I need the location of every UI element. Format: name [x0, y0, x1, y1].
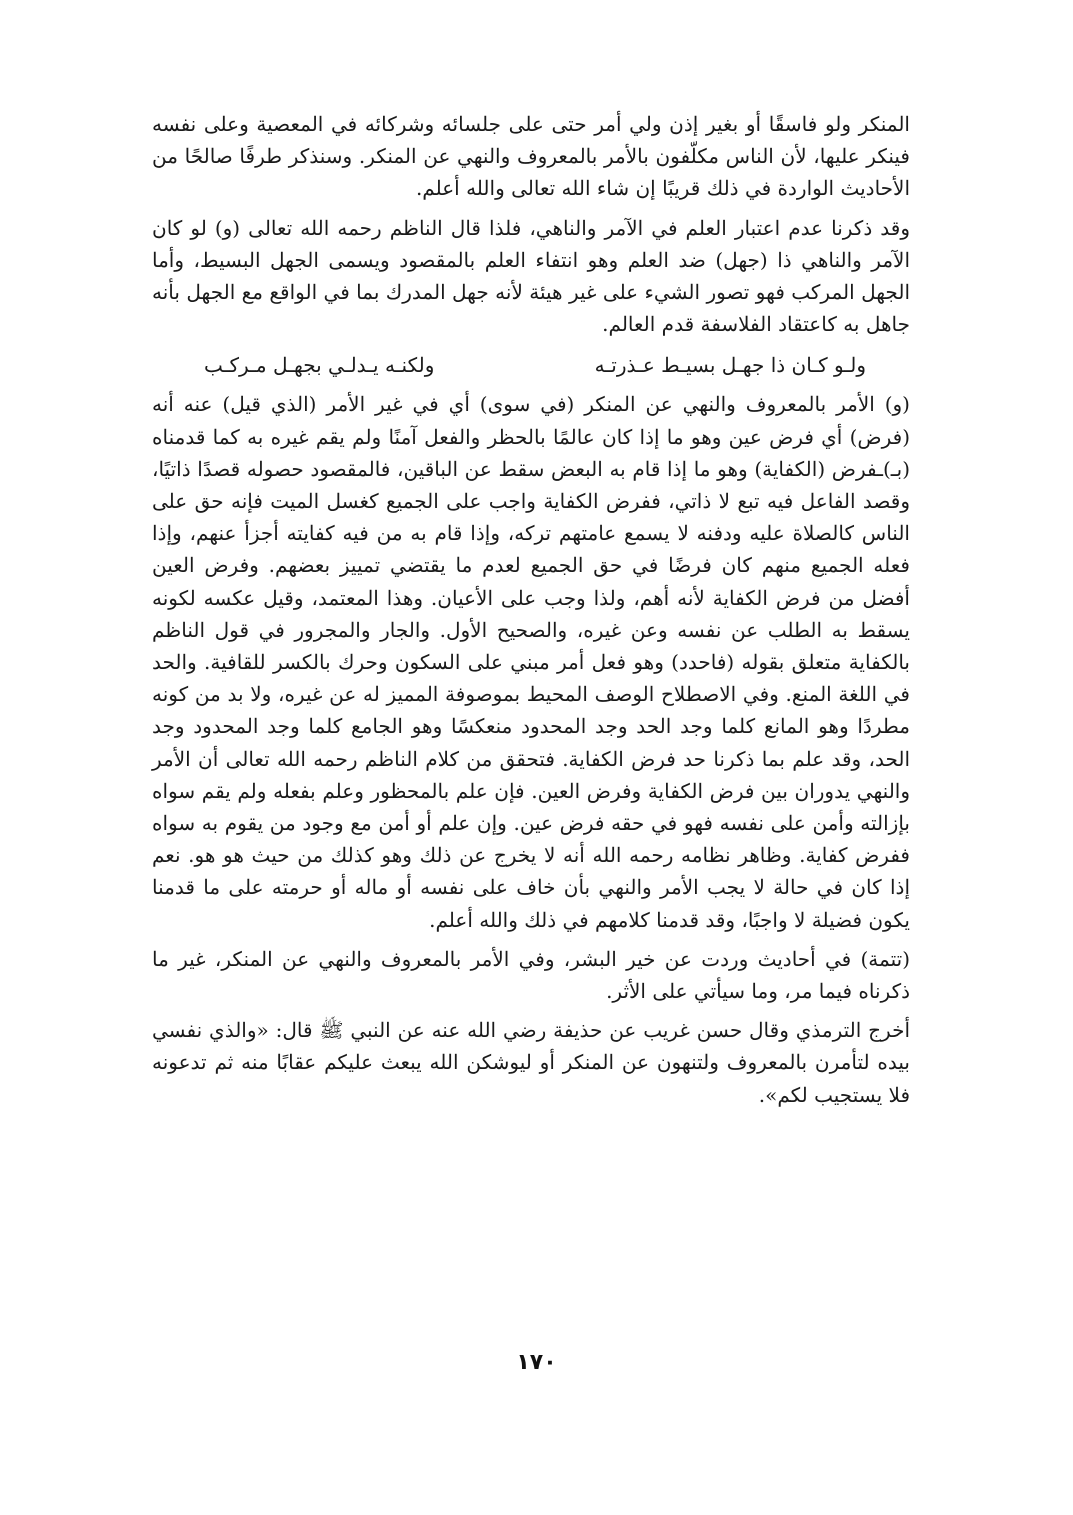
paragraph-supplement: (تتمة) في أحاديث وردت عن خير البشر، وفي الأمر بالمعروف والنهي عن المنكر، غير ما ذكرناه فيما مر، وما سيأتي على الأثر. — [152, 946, 910, 1004]
paragraph: المنكر ولو فاسقًا أو بغير إذن ولي أمر حتى على جلسائه وشركائه في المعصية وعلى نفسه فينكر عليها، لأن الناس مكلّفون بالأمر بالمعروف والنهي عن المنكر. وسنذكر طرفًا صالحًا من الأحاديث الواردة في ذلك قريبًا إن شاء الله تعالى والله أعلم. — [152, 112, 910, 201]
poetry-verse — [204, 348, 866, 382]
paragraph: وقد ذكرنا عدم اعتبار العلم في الآمر والناهي، فلذا قال الناظم رحمه الله تعالى (و) لو كان الآمر والناهي ذا (جهل) ضد العلم وهو انتفاء العلم بالمقصود ويسمى الجهل البسيط، وأما الجهل المركب فهو تصور الشيء على غير هيئة لأنه جهل المدرك بما في الواقع مع الجهل بأنه جاهل به كاعتقاد الفلاسفة قدم العالم. — [152, 215, 910, 337]
page-number: ١٧٠ — [516, 1350, 557, 1375]
page-text-block — [152, 108, 910, 1111]
verse-second-hemistich: ولكنـه يـدلـي بجهـل مـركـب — [204, 353, 435, 378]
paragraph: (و) الأمر بالمعروف والنهي عن المنكر (في سوى) أي في غير الأمر (الذي قيل) عنه أنه (فرض) أي فرض عين وهو ما إذا كان عالمًا بالحظر والفعل آمنًا ولم يقم غيره به كما قدمناه (بـ)ـفرض (الكفاية) وهو ما إذا قام به البعض سقط عن الباقين، فالمقصود حصوله قصدًا ذاتيًا، وقصد الفاعل فيه تبع لا ذاتي، ففرض الكفاية واجب على الجميع كغسل الميت فإنه حق على الناس كالصلاة عليه ودفنه لا يسمع عامتهم تركه، وإذا قام به من فيه كفايته أجزأ عنهم، وإذا فعله الجميع منهم كان فرضًا في حق الجميع لعدم ما يقتضي تمييز بعضهم. وفرض العين أفضل من فرض الكفاية لأنه أهم، ولذا وجب على الأعيان. وهذا المعتمد، وقيل عكسه لكونه يسقط به الطلب عن نفسه وعن غيره، والصحيح الأول. والجار والمجرور في قول الناظم بالكفاية متعلق بقوله (فاحدد) وهو فعل أمر مبني على السكون وحرك بالكسر للقافية. والحد في اللغة المنع. وفي الاصطلاح الوصف المحيط بموصوفة المميز له عن غيره، ولا بد من كونه مطردًا وهو المانع كلما وجد الحد وجد المحدود منعكسًا وهو الجامع كلما وجد المحدود وجد الحد، وقد علم بما ذكرنا حد فرض الكفاية. فتحقق من كلام الناظم رحمه الله تعالى أن الأمر والنهي يدوران بين فرض الكفاية وفرض العين. فإن علم بالمحظور وعلم بفعله ولم يقم سواه بإزالته وأمن على نفسه فهو في حقه فرض عين. وإن علم أو أمن مع وجود من يقوم به سواه ففرض كفاية. وظاهر نظامه رحمه الله أنه لا يخرج عن ذلك وهو كذلك من حيث هو هو. نعم إذا كان في حالة لا يجب الأمر والنهي بأن خاف على نفسه أو ماله أو حرمته على ما قدمنا يكون فضيلة لا واجبًا، وقد قدمنا كلامهم في ذلك والله أعلم. — [152, 392, 910, 932]
verse-first-hemistich: ولـو كـان ذا جهـل بسيـط عـذرتـه — [594, 353, 866, 378]
paragraph-hadith: أخرج الترمذي وقال حسن غريب عن حذيفة رضي الله عنه عن النبي ﷺ قال: «والذي نفسي بيده لتأمرن بالمعروف ولتنهون عن المنكر أو ليوشكن الله يبعث عليكم عقابًا منه ثم تدعونه فلا يستجيب لكم». — [152, 1018, 910, 1107]
